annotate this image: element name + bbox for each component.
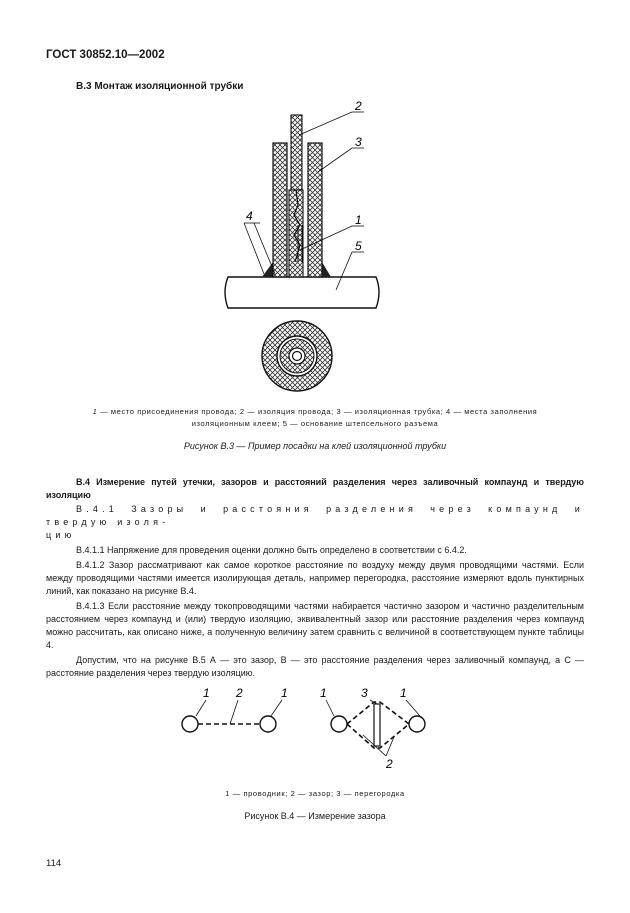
figure-b3-caption: Рисунок В.3 — Пример посадки на клей изоляционной трубки: [183, 441, 447, 451]
paragraph-b4-1-3: В.4.1.3 Если расстояние между токопроводящими частями набирается частично зазором и частично разделительным расстоянием через компаунд и (или) твердую изоляцию, эквивалентный зазор или расстояние разделения через компаунд можно рассчитать, как описано ниже, а полученную величину затем сравнить с величиной в соответствующем пункте таблицы 4.: [46, 601, 584, 650]
fig-b4-right-label-2: 2: [386, 757, 393, 771]
conductor-right-a: [331, 716, 347, 732]
section-b4-body: [46, 476, 584, 680]
insulation-tube-right-wall: [308, 143, 322, 277]
figure-b4-legend: 1 — проводник; 2 — зазор; 3 — перегородка: [225, 789, 405, 798]
fig-b3-label-1: 1: [355, 213, 362, 227]
fig-b4-right-label-1a: 1: [320, 686, 327, 700]
conductor-right-b: [409, 716, 425, 732]
paragraph-b4-1-2: В.4.1.2 Зазор рассматривают как самое короткое расстояние по воздуху между двумя проводящими частями. Если между проводящими частями имеется изолирующая деталь, например перегородка, расстояние измеряют вдоль пунктирных линий, как показано на рисунке В.4.: [46, 560, 584, 596]
paragraph-assumption: Допустим, что на рисунке В.5 А — это зазор, В — это расстояние разделения через заливочный компаунд, а С — расстояние разделения через твердую изоляцию.: [46, 655, 584, 678]
paragraph-b4-1: В.4.1 Зазоры и расстояния разделения через компаунд и твердую изоля-: [46, 504, 584, 527]
figure-b4-drawing: [0, 680, 630, 780]
conductor-left-a: [182, 716, 198, 732]
fig-b3-label-5: 5: [355, 239, 362, 253]
fig-b3-label-4: 4: [246, 209, 253, 223]
wire-insulation-lower: [289, 190, 303, 277]
conductor-left-b: [260, 716, 276, 732]
figure-b4-caption: Рисунок В.4 — Измерение зазора: [244, 811, 386, 821]
fig-b3-label-3: 3: [355, 135, 362, 149]
fig-b4-left-label-1b: 1: [281, 686, 288, 700]
section-b3-title: В.3 Монтаж изоляционной трубки: [76, 81, 244, 92]
paragraph-b4-1-1: В.4.1.1 Напряжение для проведения оценки должно быть определено в соответствии с 6.4.2.: [76, 545, 467, 555]
fig-b4-right-label-3: 3: [361, 686, 368, 700]
figure-b3-legend: 1 — место присоединения провода; 2 — изоляция провода; 3 — изоляционная трубка; 4 — места заполнения изоляционным клеем; 5 — основание штепсельного разъема: [92, 407, 538, 428]
fig-b3-label-2: 2: [355, 99, 362, 113]
page-number: 114: [46, 858, 62, 869]
document-header: ГОСТ 30852.10—2002: [46, 49, 165, 61]
glue-fillet-right: [322, 262, 331, 277]
section-b4-title: В.4 Измерение путей утечки, зазоров и расстояний разделения через заливочный компаунд и твердую изоляцию: [46, 477, 584, 500]
insulation-tube-left-wall: [273, 143, 287, 277]
paragraph-b4-1-cont: цию: [46, 530, 76, 540]
figure-b3-drawing: [0, 0, 630, 400]
fig-b4-right-label-1b: 1: [400, 686, 407, 700]
fig-b4-left-label-1a: 1: [203, 686, 210, 700]
connector-base: [225, 277, 379, 308]
partition: [374, 704, 380, 746]
fig-b4-left-label-2: 2: [236, 686, 243, 700]
wire-insulation: [291, 115, 302, 190]
